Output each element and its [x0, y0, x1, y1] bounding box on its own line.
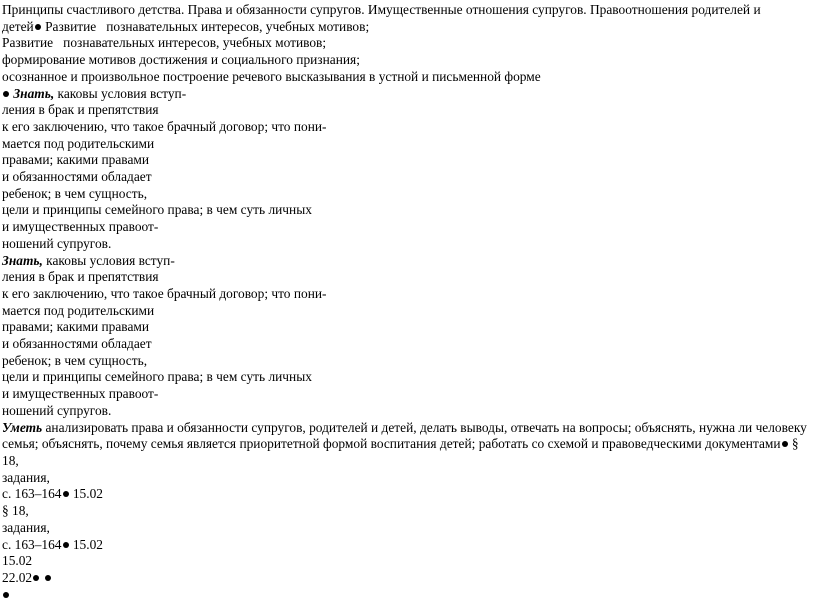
know-block-1-line: мается под родительскими — [2, 135, 155, 151]
development-item-2: формирование мотивов достижения и социального признания; — [2, 52, 360, 68]
bullet-icon — [33, 575, 39, 581]
know-block-2-line: ления в брак и препятствия — [2, 269, 159, 285]
know-block-1-line: и имущественных правоот- — [2, 219, 159, 235]
homework-paragraph-2: § 18, — [2, 503, 29, 519]
know-first-line: каковы условия вступ- — [54, 85, 187, 101]
know-block-2-line: ношений супругов. — [2, 402, 112, 418]
bullet-icon — [3, 91, 9, 97]
bullet-icon — [45, 575, 51, 581]
know-block-1-line: правами; какими правами — [2, 152, 150, 168]
can-text: анализировать права и обязанности супругов, родителей и детей, делать выводы, отвечать на вопросы; объяснять, нужна ли человеку семья; объяснять, почему семья является приоритетной формой воспитания детей; работать со схемой и правоведческими документами — [2, 419, 807, 452]
can-block — [2, 420, 810, 470]
know-block-2-line: и обязанностями обладает — [2, 336, 152, 352]
date-text: 22.02 — [2, 569, 33, 585]
know-block-2-heading — [2, 253, 810, 270]
trailing-bullet-line — [2, 587, 810, 603]
know-first-line: каковы условия вступ- — [42, 252, 175, 268]
can-paragraph-ref: § 18, — [2, 436, 799, 468]
development-item-3: осознанное и произвольное построение речевого высказывания в устной и письменной форме — [2, 68, 541, 84]
bullet-icon — [63, 491, 69, 497]
know-block-2-line: ребенок; в чем сущность, — [2, 352, 148, 368]
date-text: 15.02 — [69, 536, 103, 552]
homework-pages-1 — [2, 486, 810, 503]
date-text: 15.02 — [69, 486, 103, 502]
know-block-2-line: и имущественных правоот- — [2, 386, 159, 402]
know-block-1-line: и обязанностями обладает — [2, 169, 152, 185]
homework-pages-2 — [2, 537, 810, 554]
bullet-icon — [782, 441, 788, 447]
know-label: Знать, — [2, 252, 43, 268]
development-item-1: Развитие познавательных интересов, учебных мотивов; — [2, 35, 327, 51]
topic-line-2-end: Развитие познавательных интересов, учебных мотивов; — [41, 18, 370, 34]
homework-date-3: 15.02 — [2, 553, 33, 569]
topic-line-2 — [2, 19, 810, 36]
know-block-1-line: ления в брак и препятствия — [2, 102, 159, 118]
bullet-icon — [3, 592, 9, 598]
topic-line-2-start: детей — [2, 18, 34, 34]
bullet-icon — [35, 24, 41, 30]
bullet-icon — [63, 542, 69, 548]
know-block-1-line: ношений супругов. — [2, 235, 112, 251]
know-block-1-heading — [2, 86, 810, 103]
topic-line-1: Принципы счастливого детства. Права и обязанности супругов. Имущественные отношения супругов. Правоотношения родителей и — [2, 2, 761, 17]
homework-tasks-1: задания, — [2, 469, 50, 485]
homework-date-4 — [2, 570, 810, 587]
know-block-2-line: цели и принципы семейного права; в чем суть личных — [2, 369, 312, 385]
homework-tasks-2: задания, — [2, 519, 50, 535]
know-block-2-line: мается под родительскими — [2, 302, 155, 318]
know-label: Знать, — [13, 85, 55, 101]
know-block-2-line: к его заключению, что такое брачный договор; что пони- — [2, 285, 327, 301]
can-label: Уметь — [2, 419, 43, 435]
pages-text: с. 163–164 — [2, 536, 62, 552]
know-block-2-line: правами; какими правами — [2, 319, 150, 335]
know-block-1-line: ребенок; в чем сущность, — [2, 185, 148, 201]
know-block-1-line: цели и принципы семейного права; в чем суть личных — [2, 202, 312, 218]
pages-text: с. 163–164 — [2, 486, 62, 502]
know-block-1-line: к его заключению, что такое брачный договор; что пони- — [2, 118, 327, 134]
